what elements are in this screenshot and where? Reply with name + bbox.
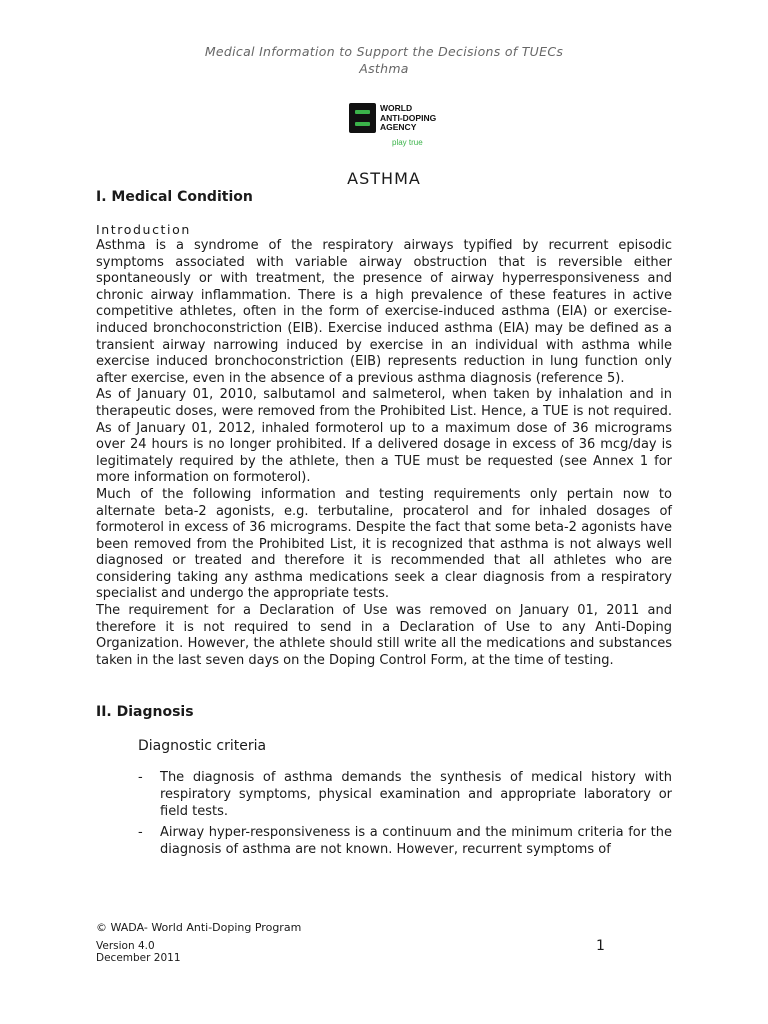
bullet-text-1: The diagnosis of asthma demands the synthesis of medical history with respiratory symptoms, physical examination and appropriate laboratory or field tests. [160, 770, 672, 819]
section-2-heading: II. Diagnosis [96, 704, 194, 721]
diagnostic-criteria-heading: Diagnostic criteria [138, 738, 267, 755]
logo-tagline: play true [392, 138, 423, 147]
header-line-2: Asthma [359, 61, 409, 76]
page-number: 1 [596, 938, 605, 954]
footer-date: December 2011 [96, 952, 181, 964]
paragraph-2: As of January 01, 2010, salbutamol and salmeterol, when taken by inhalation and in therapeutic doses, were removed from the Prohibited List. Hence, a TUE is not required. As of January 01, 2012, inhaled formoterol up to a maximum dose of 36 micrograms over 24 hours is no longer prohibited. If a delivered dosage in excess of 36 mcg/day is legitimately required by the athlete, then a TUE must be requested (see Annex 1 for more information on formoterol). [96, 387, 672, 486]
introduction-label: Introduction [96, 222, 191, 237]
paragraph-1: Asthma is a syndrome of the respiratory airways typified by recurrent episodic symptoms associated with variable airway obstruction that is reversible either spontaneously or with treatment, the presence of airway hyperresponsiveness and chronic airway inflammation. There is a high prevalence of these features in active competitive athletes, often in the form of exercise-induced asthma (EIA) or exercise-induced bronchoconstriction (EIB). Exercise induced asthma (EIA) may be defined as a transient airway narrowing induced by exercise in an individual with asthma while exercise induced bronchoconstriction (EIB) represents reduction in lung function only after exercise, even in the absence of a previous asthma diagnosis (reference 5). [96, 238, 672, 386]
diagnosis-bullet-list [138, 770, 672, 858]
bullet-dash: - [138, 770, 143, 786]
logo-line-3: AGENCY [380, 122, 417, 132]
logo-line-1: WORLD [380, 103, 413, 113]
footer-copyright: © WADA- World Anti-Doping Program [96, 921, 302, 934]
section-1-heading: I. Medical Condition [96, 189, 253, 205]
bullet-text-2: Airway hyper-responsiveness is a continuum and the minimum criteria for the diagnosis of asthma are not known. However, recurrent symptoms of [160, 825, 672, 857]
paragraph-4: The requirement for a Declaration of Use was removed on January 01, 2011 and therefore it is not required to send in a Declaration of Use to any Anti-Doping Organization. However, the athlete should still write all the medications and substances taken in the last seven days on the Doping Control Form, at the time of testing. [96, 603, 672, 668]
main-content [96, 188, 672, 863]
list-item [138, 770, 672, 820]
footer-version: Version 4.0 [96, 939, 155, 952]
list-item [138, 825, 672, 858]
document-title: ASTHMA [347, 169, 421, 188]
paragraph-3: Much of the following information and testing requirements only pertain now to alternate beta-2 agonists, e.g. terbutaline, procaterol and for inhaled dosages of formoterol in excess of 36 micrograms. Despite the fact that some beta-2 agonists have been removed from the Prohibited List, it is recognized that asthma is not always well diagnosed or treated and therefore it is recommended that all athletes who are considering taking any asthma medications seek a clear diagnosis from a respiratory specialist and undergo the appropriate tests. [96, 486, 672, 602]
header-line-1: Medical Information to Support the Decisions of TUECs [204, 44, 564, 59]
bullet-dash: - [138, 825, 143, 841]
page-footer [96, 922, 301, 965]
logo-line-2: ANTI-DOPING [380, 112, 437, 123]
